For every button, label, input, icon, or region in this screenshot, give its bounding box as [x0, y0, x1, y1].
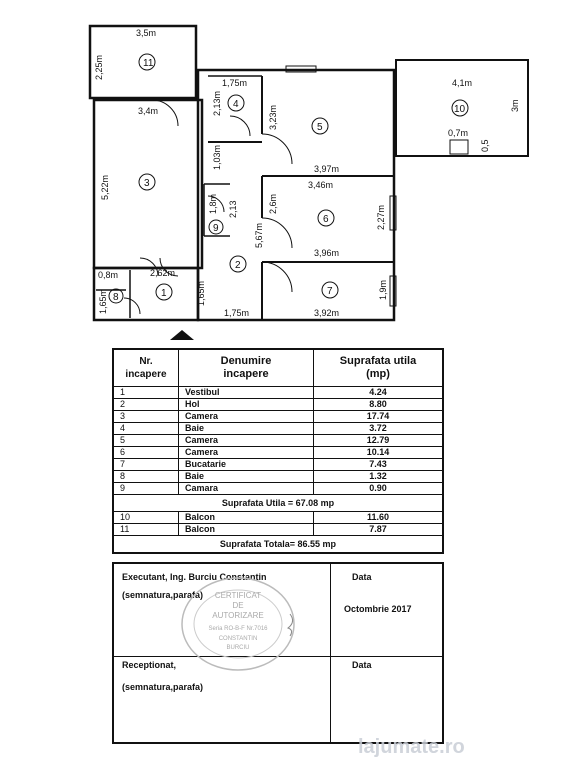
receptionat-label: Receptionat, — [122, 660, 177, 670]
svg-text:Seria RO-B-F Nr.7016: Seria RO-B-F Nr.7016 — [208, 626, 268, 632]
watermark-logo: lajumate.ro — [358, 736, 465, 758]
dim-r6-top: 3,46m — [308, 180, 334, 190]
dim-r6-side-right: 2,27m — [376, 204, 386, 230]
svg-text:DE: DE — [232, 601, 244, 610]
floor-plan — [0, 0, 561, 340]
header-suprafata: Suprafata utila (mp) — [314, 349, 444, 387]
table-row: 3 Camera 17.74 — [113, 411, 443, 423]
svg-text:CERTIFICAT: CERTIFICAT — [214, 591, 262, 600]
table-row: 5 Camera 12.79 — [113, 435, 443, 447]
dim-r9-h: 2,13 — [228, 200, 238, 218]
table-row: 8 Baie 1.32 — [113, 471, 443, 483]
data-label: Data — [352, 660, 372, 670]
table-row: 6 Camera 10.14 — [113, 447, 443, 459]
dim-r7-side: 1,9m — [378, 279, 388, 300]
room-number-11: 11 — [143, 58, 154, 69]
room-number-2: 2 — [235, 260, 241, 271]
dim-r4-top: 1,75m — [222, 78, 248, 88]
room-number-4: 4 — [233, 99, 239, 110]
room-number-1: 1 — [161, 288, 167, 299]
dim-hall-long: 5,67m — [254, 222, 264, 248]
room-number-8: 8 — [113, 292, 119, 303]
dim-r6-side-left: 2,6m — [268, 193, 278, 214]
room-number-7: 7 — [327, 286, 333, 297]
signature-label: (semnatura,parafa) — [122, 682, 204, 692]
dim-r8-side: 1,65m — [98, 288, 108, 314]
dim-r1-side: 1,65m — [196, 280, 206, 306]
area-schedule-table — [112, 348, 444, 554]
divider — [330, 564, 331, 742]
dim-r11-side: 2,25m — [94, 54, 104, 80]
dim-r6-bottom: 3,96m — [314, 248, 340, 258]
room-number-5: 5 — [317, 122, 323, 133]
dim-r11-top: 3,5m — [136, 28, 157, 38]
table-row: 10 Balcon 11.60 — [113, 512, 443, 524]
dim-r10-side: 3m — [510, 99, 520, 112]
dim-r8-top: 0,8m — [98, 270, 119, 280]
room-number-3: 3 — [144, 178, 150, 189]
dim-r3-top: 3,4m — [138, 106, 159, 116]
dim-r10-inner-h: 0,5 — [480, 139, 490, 152]
room-number-6: 6 — [323, 214, 329, 225]
dim-r4-side: 2,13m — [212, 90, 222, 116]
dim-r5-side: 3,23m — [268, 104, 278, 130]
table-row: 4 Baie 3.72 — [113, 423, 443, 435]
executant-label: Executant, Ing. Burciu Constantin — [122, 572, 267, 582]
svg-text:CONSTANTIN: CONSTANTIN — [218, 636, 258, 642]
dim-r10-inner-w: 0,7m — [448, 128, 469, 138]
data-label: Data — [352, 572, 372, 582]
header-nr: Nr. incapere — [113, 349, 179, 387]
signature-label: (semnatura,parafa) — [122, 590, 204, 600]
table-row: 11 Balcon 7.87 — [113, 524, 443, 536]
dim-r2-bottom: 1,75m — [224, 308, 250, 318]
entrance-arrow-icon — [170, 330, 194, 340]
dim-r10-top: 4,1m — [452, 78, 473, 88]
dim-r7-bottom: 3,92m — [314, 308, 340, 318]
table-row: 1 Vestibul 4.24 — [113, 387, 443, 399]
table-row: 2 Hol 8.80 — [113, 399, 443, 411]
dim-r5-bottom: 3,97m — [314, 164, 340, 174]
date-value: Octombrie 2017 — [344, 604, 412, 614]
svg-text:BURCIU: BURCIU — [226, 645, 250, 651]
dim-hall-a: 1,03m — [212, 144, 222, 170]
header-denumire: Denumire incapere — [179, 349, 314, 387]
table-row: 7 Bucatarie 7.43 — [113, 459, 443, 471]
room-number-10: 10 — [454, 104, 466, 115]
room-number-9: 9 — [213, 223, 219, 234]
sum-util-row: Suprafata Utila = 67.08 mp — [113, 495, 443, 512]
table-row: 9 Camara 0.90 — [113, 483, 443, 495]
table-header-row — [113, 349, 443, 387]
sum-total-row: Suprafata Totala= 86.55 mp — [113, 536, 443, 554]
dim-r9-w: 1,8m — [208, 193, 218, 214]
dim-r3-side: 5,22m — [100, 174, 110, 200]
stamp-seal — [178, 574, 298, 674]
svg-text:AUTORIZARE: AUTORIZARE — [212, 611, 264, 620]
dim-r1-w: 2,62m — [150, 268, 176, 278]
